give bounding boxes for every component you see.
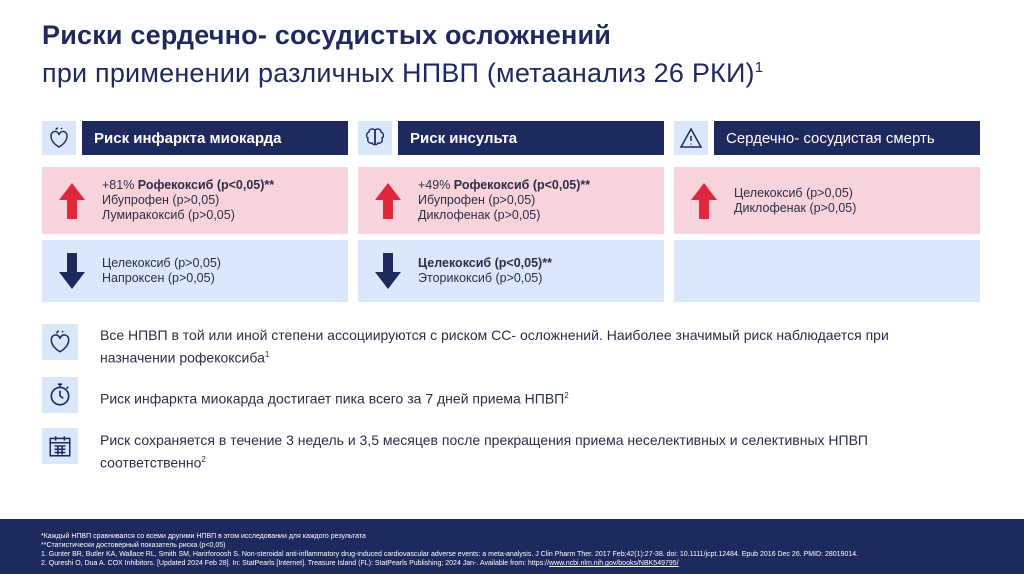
heart-icon [42, 121, 76, 155]
drug-line: Диклофенак (p>0,05) [734, 200, 857, 215]
arrow-down-icon [42, 253, 102, 289]
reference-2: 2. Qureshi O, Dua A. COX Inhibitors. [Updated 2024 Feb 28]. In: StatPearls [Internet]. Treasure Island (FL): StatPearls Publishing; 2024 Jan-. Available from: https://www.ncbi.nlm.nih.gov/books/NBK549795/ [41, 560, 679, 567]
drug-line: Эторикоксиб (p>0,05) [418, 271, 543, 285]
stopwatch-icon [42, 377, 78, 413]
column-header-stroke: Риск инсульта [398, 121, 664, 155]
brain-icon [358, 121, 392, 155]
footer-note-2: **Статистически достоверный показатель риска (p<0,05) [41, 542, 226, 549]
subtitle-ref: 1 [754, 59, 764, 76]
arrow-down-icon [358, 253, 418, 289]
drug-line: Целекоксиб (p<0,05)** [418, 256, 552, 270]
page-subtitle: при применении различных НПВП (метаанализ 26 РКИ)$^1$ [42, 58, 764, 88]
note-risk-duration: Риск сохраняется в течение 3 недель и 3,5 месяцев после прекращения приема неселективных и селективных НПВП соответственно$^2$ [100, 432, 868, 471]
page-title: Риски сердечно- сосудистых осложнений [42, 20, 612, 50]
note-mi-peak: Риск инфаркта миокарда достигает пика всего за 7 дней приема НПВП$^2$ [100, 390, 569, 407]
drug-list [102, 178, 274, 223]
drug-list [734, 186, 856, 216]
increase-cell-cv-death [674, 167, 980, 234]
drug-line: Целекоксиб (p>0,05) [102, 256, 221, 270]
calendar-icon [42, 428, 78, 464]
drug-line: Ибупрофен (p>0,05) [102, 193, 220, 207]
footer-references [0, 519, 1024, 574]
drug-line: +81% Рофекоксиб (p<0,05)** [102, 178, 275, 192]
drug-line: Целекоксиб (p>0,05) [734, 185, 853, 200]
drug-list [418, 178, 590, 223]
heart-icon [42, 324, 78, 360]
drug-line: Напроксен (p>0,05) [102, 271, 215, 285]
column-header-mi: Риск инфаркта миокарда [82, 121, 348, 155]
reference-link[interactable]: www.ncbi.nlm.nih.gov/books/NBK549795/ [549, 560, 679, 567]
decrease-cell-cv-death [674, 240, 980, 302]
drug-line: Лумиракоксиб (p>0,05) [102, 208, 235, 222]
warning-icon [674, 121, 708, 155]
drug-list [418, 256, 552, 286]
drug-line: +49% Рофекоксиб (p<0,05)** [418, 178, 591, 192]
drug-list [102, 256, 221, 286]
column-header-cv-death: Сердечно- сосудистая смерть [714, 121, 980, 155]
drug-line: Диклофенак (p>0,05) [418, 208, 541, 222]
arrow-up-icon [674, 183, 734, 219]
reference-1: 1. Gunter BR, Butler KA, Wallace RL, Smith SM, Harirforoosh S. Non-steroidal anti-inflammatory drug-induced cardiovascular adverse events: a meta-analysis. J Clin Pharm Ther. 2017 Feb;42(1):27-38. doi: 10.1111/jcpt.12484. Epub 2016 Dec 26. PMID: 28019014. [41, 551, 859, 558]
decrease-cell-mi [42, 240, 348, 302]
decrease-cell-stroke [358, 240, 664, 302]
arrow-up-icon [358, 183, 418, 219]
footer-note-1: *Каждый НПВП сравнивался со всеми другими НПВП в этом исследовании для каждого результата [41, 533, 366, 540]
note-risk-association: Все НПВП в той или иной степени ассоциируются с риском СС- осложнений. Наиболее значимый риск наблюдается при назначении рофекоксиба$^1$ [100, 327, 889, 366]
drug-line: Ибупрофен (p>0,05) [418, 193, 536, 207]
increase-cell-mi [42, 167, 348, 234]
arrow-up-icon [42, 183, 102, 219]
increase-cell-stroke [358, 167, 664, 234]
